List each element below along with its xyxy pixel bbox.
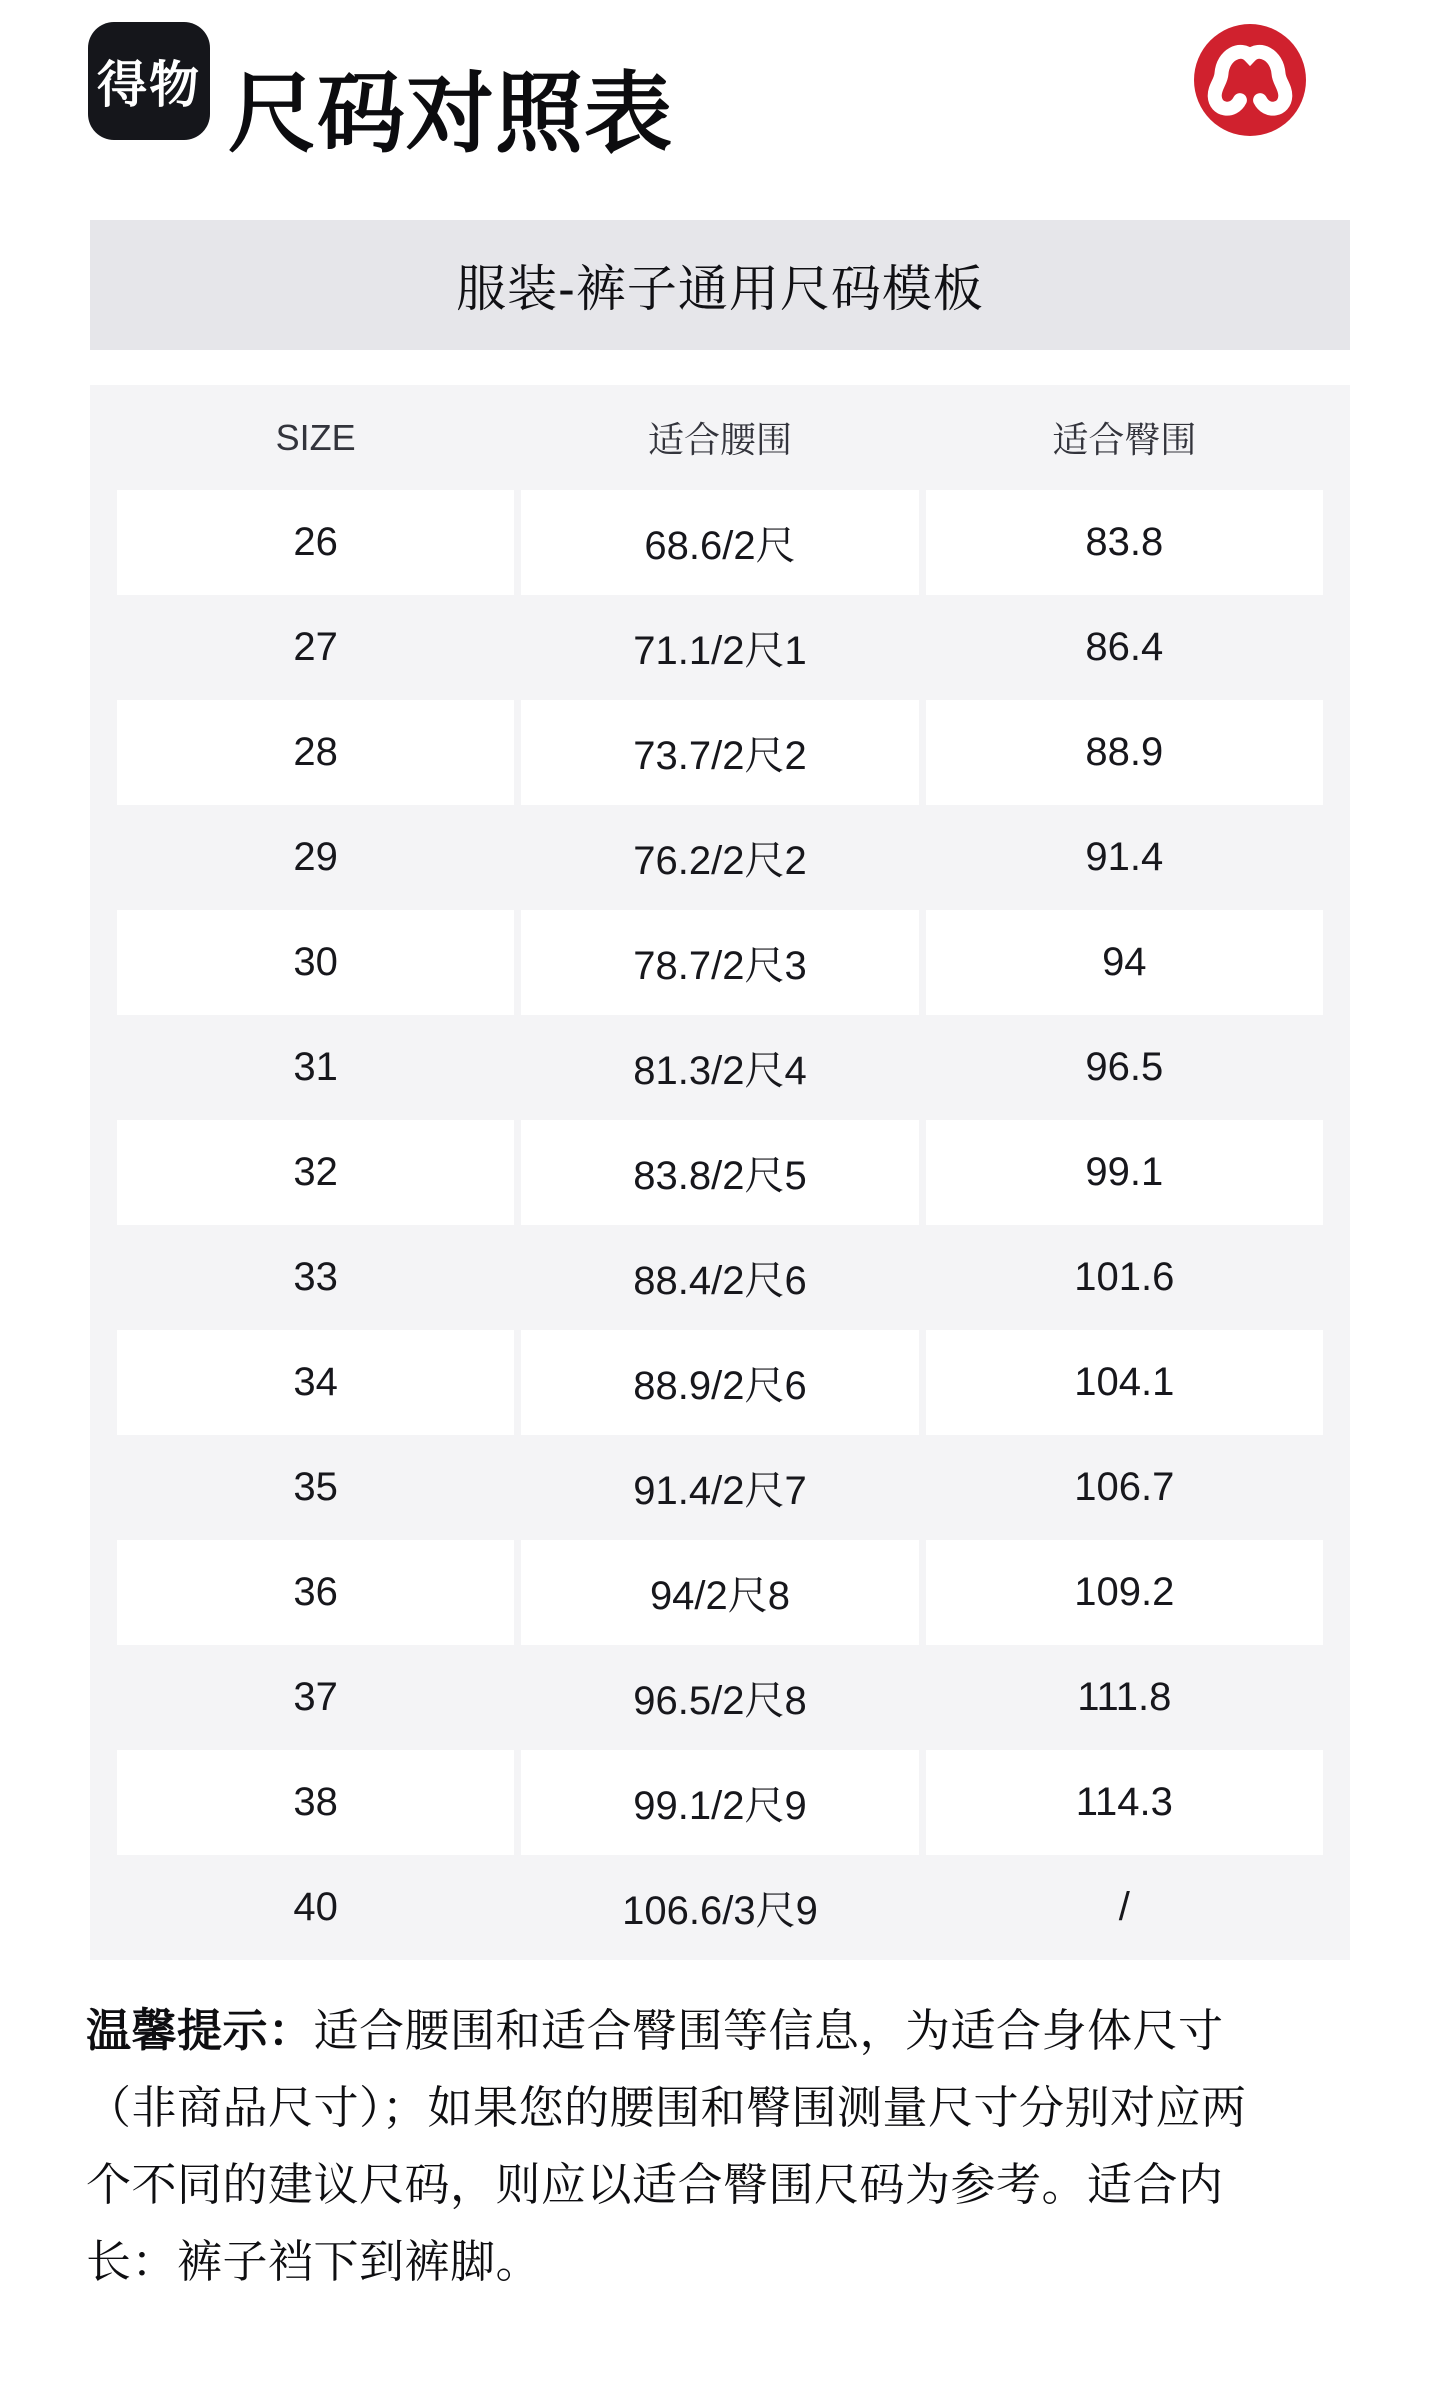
size-cell: 30 [117, 910, 514, 1015]
hip-cell: 114.3 [926, 1750, 1323, 1855]
waist-cell: 71.1/2尺1 [633, 629, 807, 673]
waist-cell: 78.7/2尺3 [521, 910, 918, 1015]
waist-cell: 91.4/2尺7 [633, 1469, 807, 1513]
size-cell: 27 [293, 625, 338, 669]
size-cell: 36 [117, 1540, 514, 1645]
table-row [90, 595, 1350, 700]
size-cell: 37 [293, 1675, 338, 1719]
dewu-logo [88, 22, 210, 140]
waist-cell: 76.2/2尺2 [633, 839, 807, 883]
waist-cell: 94/2尺8 [521, 1540, 918, 1645]
dewu-logo-text: 得物 [97, 57, 201, 113]
size-cell: 38 [117, 1750, 514, 1855]
column-header-size: SIZE [275, 416, 356, 458]
hip-cell: 83.8 [926, 490, 1323, 595]
table-row [90, 910, 1350, 1015]
hip-cell: 106.7 [1074, 1465, 1175, 1509]
hip-cell: 99.1 [926, 1120, 1323, 1225]
table-row [90, 1435, 1350, 1540]
hip-cell: / [1118, 1885, 1130, 1929]
waist-cell: 106.6/3尺9 [622, 1889, 818, 1933]
table-row [90, 1120, 1350, 1225]
size-cell: 33 [293, 1255, 338, 1299]
table-row [90, 490, 1350, 595]
table-header-row [90, 385, 1350, 490]
note-line-text: 适合腰围和适合臀围等信息，为适合身体尺寸 [313, 2005, 1224, 2056]
note-line: （非商品尺寸）；如果您的腰围和臀围测量尺寸分别对应两 [86, 2082, 1247, 2133]
hip-cell: 94 [926, 910, 1323, 1015]
table-row [90, 805, 1350, 910]
waist-cell: 88.9/2尺6 [521, 1330, 918, 1435]
table-row [90, 1225, 1350, 1330]
page-title: 尺码对照表 [228, 64, 674, 163]
note-line [86, 1992, 1386, 2069]
lululemon-omega-icon [1194, 24, 1306, 136]
note-line: 长：裤子裆下到裤脚。 [86, 2236, 542, 2287]
template-bar [90, 220, 1350, 350]
table-row [90, 1540, 1350, 1645]
column-header-waist: 适合腰围 [647, 419, 792, 460]
size-cell: 29 [293, 835, 338, 879]
waist-cell: 88.4/2尺6 [633, 1259, 807, 1303]
note-block [86, 1992, 1386, 2300]
note-prefix: 温馨提示： [86, 2005, 314, 2056]
size-cell: 26 [117, 490, 514, 595]
size-cell: 31 [293, 1045, 338, 1089]
waist-cell: 68.6/2尺 [521, 490, 918, 595]
size-cell: 32 [117, 1120, 514, 1225]
waist-cell: 73.7/2尺2 [521, 700, 918, 805]
table-row [90, 1015, 1350, 1120]
waist-cell: 96.5/2尺8 [633, 1679, 807, 1723]
waist-cell: 99.1/2尺9 [521, 1750, 918, 1855]
size-cell: 35 [293, 1465, 338, 1509]
hip-cell: 88.9 [926, 700, 1323, 805]
waist-cell: 83.8/2尺5 [521, 1120, 918, 1225]
hip-cell: 104.1 [926, 1330, 1323, 1435]
size-cell: 40 [293, 1885, 338, 1929]
table-row [90, 1855, 1350, 1960]
waist-cell: 81.3/2尺4 [633, 1049, 807, 1093]
hip-cell: 96.5 [1085, 1045, 1164, 1089]
lululemon-logo-icon [1194, 24, 1306, 136]
table-row [90, 1330, 1350, 1435]
hip-cell: 101.6 [1074, 1255, 1175, 1299]
note-line: 个不同的建议尺码，则应以适合臀围尺码为参考。适合内 [86, 2159, 1224, 2210]
size-cell: 34 [117, 1330, 514, 1435]
table-row [90, 700, 1350, 805]
table-row [90, 1750, 1350, 1855]
template-bar-label: 服装-裤子通用尺码模板 [456, 261, 984, 317]
table-row [90, 1645, 1350, 1750]
hip-cell: 86.4 [1085, 625, 1164, 669]
column-header-hip: 适合臀围 [1052, 419, 1197, 460]
size-cell: 28 [117, 700, 514, 805]
size-table [90, 385, 1350, 1960]
hip-cell: 91.4 [1085, 835, 1164, 879]
hip-cell: 111.8 [1077, 1675, 1172, 1719]
hip-cell: 109.2 [926, 1540, 1323, 1645]
